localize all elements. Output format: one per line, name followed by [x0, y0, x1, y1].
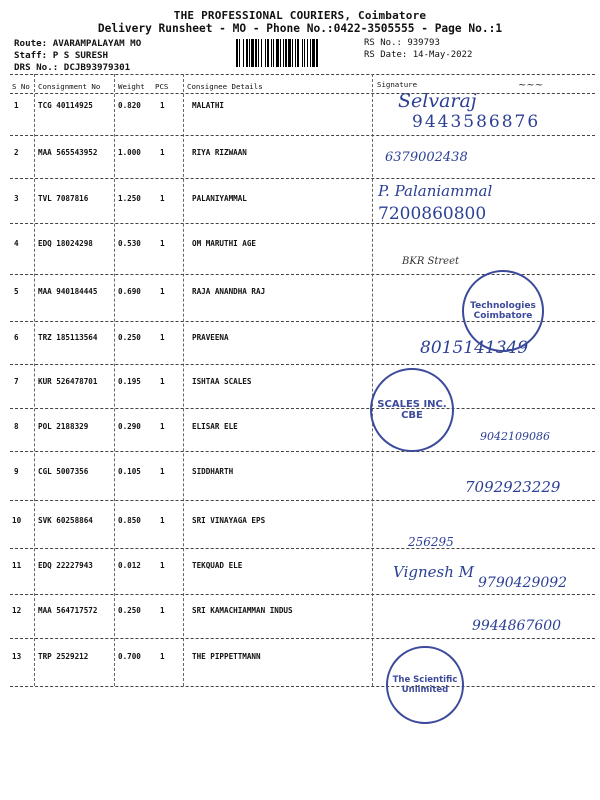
signature-row3-name: P. Palaniammal	[378, 182, 493, 200]
row-consignee: THE PIPPETTMANN	[192, 652, 261, 661]
row-weight: 0.690	[118, 287, 141, 296]
route-label: Route: AVARAMPALAYAM MO	[14, 38, 142, 49]
table-top-rule	[10, 74, 595, 75]
col-header-sno: S No	[12, 82, 30, 91]
stamp-text: SCALES INC. CBE	[377, 399, 447, 421]
signature-row1-tamil-scribble: ~~~	[518, 80, 544, 91]
signature-row4-line: BKR Street	[402, 256, 460, 267]
technologies-stamp	[462, 270, 544, 352]
signature-row3-phone: 7200860800	[378, 204, 487, 224]
row-pcs: 1	[160, 101, 165, 110]
row-consignment: TRZ 185113564	[38, 333, 98, 342]
barcode	[236, 39, 354, 67]
row-sno: 13	[12, 652, 22, 661]
scales-stamp	[370, 368, 454, 452]
row-pcs: 1	[160, 333, 165, 342]
row-pcs: 1	[160, 561, 165, 570]
rs-number: RS No.: 939793	[364, 38, 440, 48]
stamp-text: The Scientific Unlimited	[392, 675, 458, 695]
col-header-consignee: Consignee Details	[187, 82, 263, 91]
row-consignee: OM MARUTHI AGE	[192, 239, 257, 248]
row-consignment: EDQ 22227943	[38, 561, 93, 570]
signature-row10-number: 256295	[408, 535, 454, 549]
row-rule	[10, 451, 595, 452]
row-rule	[10, 594, 595, 595]
row-sno: 12	[12, 606, 22, 615]
runsheet-subtitle: Delivery Runsheet - MO - Phone No.:0422-3505555 - Page No.:1	[97, 22, 503, 35]
row-weight: 0.195	[118, 377, 141, 386]
row-weight: 1.000	[118, 148, 141, 157]
row-consignment: SVK 60258864	[38, 516, 93, 525]
row-weight: 0.850	[118, 516, 141, 525]
row-sno: 3	[14, 194, 19, 203]
signature-row6-phone: 8015141349	[420, 338, 529, 358]
row-consignment: TVL 7087816	[38, 194, 89, 203]
drs-number: DRS No.: DCJB93979301	[14, 62, 131, 73]
row-pcs: 1	[160, 194, 165, 203]
row-pcs: 1	[160, 516, 165, 525]
row-rule	[10, 638, 595, 639]
row-rule	[10, 135, 595, 136]
row-pcs: 1	[160, 652, 165, 661]
row-consignee: RIYA RIZWAAN	[192, 148, 247, 157]
barcode-bar	[318, 39, 319, 67]
row-sno: 9	[14, 467, 19, 476]
row-consignment: TCG 40114925	[38, 101, 93, 110]
row-weight: 0.250	[118, 333, 141, 342]
row-pcs: 1	[160, 377, 165, 386]
row-consignment: KUR 526478701	[38, 377, 98, 386]
row-consignee: SRI VINAYAGA EPS	[192, 516, 266, 525]
row-sno: 5	[14, 287, 19, 296]
row-rule	[10, 178, 595, 179]
scientific-stamp	[386, 646, 464, 724]
staff-label: Staff: P S SURESH	[14, 50, 109, 61]
row-sno: 11	[12, 561, 22, 570]
row-consignee: RAJA ANANDHA RAJ	[192, 287, 266, 296]
header-bottom-rule	[10, 93, 595, 94]
signature-row11-phone: 9790429092	[478, 575, 568, 591]
row-pcs: 1	[160, 148, 165, 157]
row-sno: 1	[14, 101, 19, 110]
row-weight: 0.700	[118, 652, 141, 661]
row-rule	[10, 548, 595, 549]
row-rule	[10, 408, 595, 409]
row-consignee: ISHTAA SCALES	[192, 377, 252, 386]
row-weight: 1.250	[118, 194, 141, 203]
row-consignee: TEKQUAD ELE	[192, 561, 243, 570]
row-pcs: 1	[160, 606, 165, 615]
table-bottom-rule	[10, 686, 595, 687]
signature-row1-phone: 9443586876	[412, 112, 541, 132]
row-consignment: EDQ 18024298	[38, 239, 93, 248]
row-pcs: 1	[160, 287, 165, 296]
rs-date: RS Date: 14-May-2022	[364, 50, 473, 60]
row-weight: 0.250	[118, 606, 141, 615]
signature-row11-name: Vignesh M	[393, 563, 474, 581]
signature-row1-name: Selvaraj	[398, 90, 477, 112]
row-consignment: CGL 5007356	[38, 467, 89, 476]
row-consignee: MALATHI	[192, 101, 225, 110]
row-pcs: 1	[160, 422, 165, 431]
row-pcs: 1	[160, 467, 165, 476]
row-sno: 7	[14, 377, 19, 386]
row-weight: 0.290	[118, 422, 141, 431]
row-sno: 4	[14, 239, 19, 248]
signature-row9-phone: 7092923229	[465, 478, 561, 496]
row-rule	[10, 223, 595, 224]
row-sno: 2	[14, 148, 19, 157]
row-consignment: TRP 2529212	[38, 652, 89, 661]
row-sno: 10	[12, 516, 22, 525]
stamp-text: Technologies Coimbatore	[470, 301, 536, 321]
row-weight: 0.105	[118, 467, 141, 476]
row-consignment: POL 2188329	[38, 422, 89, 431]
row-consignee: SIDDHARTH	[192, 467, 234, 476]
row-consignee: ELISAR ELE	[192, 422, 238, 431]
row-consignee: PALANIYAMMAL	[192, 194, 247, 203]
row-consignee: SRI KAMACHIAMMAN INDUS	[192, 606, 293, 615]
col-header-consignment: Consignment No	[38, 82, 101, 91]
row-consignee: PRAVEENA	[192, 333, 229, 342]
row-sno: 8	[14, 422, 19, 431]
signature-row8-phone: 9042109086	[480, 430, 550, 443]
row-weight: 0.820	[118, 101, 141, 110]
row-sno: 6	[14, 333, 19, 342]
row-consignment: MAA 565543952	[38, 148, 98, 157]
signature-row2-phone: 6379002438	[385, 150, 468, 165]
company-title: THE PROFESSIONAL COURIERS, Coimbatore	[173, 9, 427, 22]
row-consignment: MAA 564717572	[38, 606, 98, 615]
col-header-weight: Weight	[118, 82, 145, 91]
row-pcs: 1	[160, 239, 165, 248]
row-consignment: MAA 940184445	[38, 287, 98, 296]
row-rule	[10, 500, 595, 501]
signature-row12-phone: 9944867600	[472, 618, 562, 634]
row-rule	[10, 364, 595, 365]
row-weight: 0.012	[118, 561, 141, 570]
col-header-pcs: PCS	[155, 82, 169, 91]
col-header-signature: Signature	[377, 80, 418, 89]
row-weight: 0.530	[118, 239, 141, 248]
